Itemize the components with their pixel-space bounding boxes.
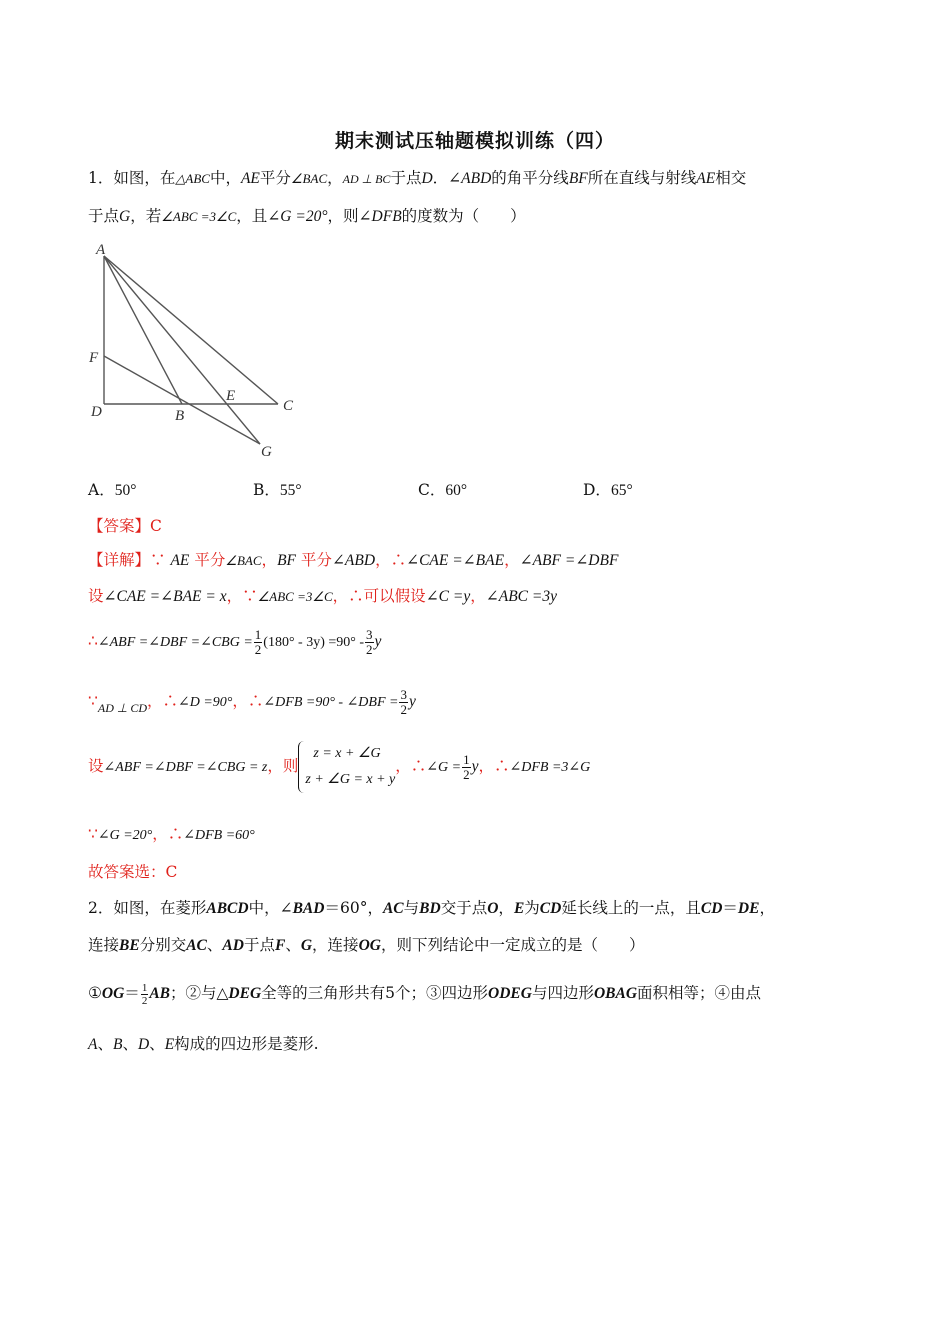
fraction: [254, 628, 263, 657]
label-e: E: [226, 388, 236, 404]
q1-text: ，则: [327, 207, 359, 225]
q1-text: 相交: [715, 169, 747, 187]
q2-text: 、: [122, 1035, 138, 1053]
detail-math: ∠ABD: [331, 552, 376, 569]
q1-line-2: [88, 205, 526, 228]
q2-math: O: [487, 900, 499, 917]
detail-text: ，: [504, 551, 520, 569]
q2-math: DEG: [228, 985, 262, 1002]
q1-math: D: [421, 170, 433, 187]
q2-text: 连接: [88, 936, 120, 954]
q2-math: CD: [700, 900, 723, 917]
option-b[interactable]: [253, 478, 302, 500]
q2-line-4: [88, 1033, 319, 1056]
q1-answer: [88, 515, 162, 537]
q1-detail-6: [88, 823, 255, 847]
detail-text: 设: [88, 587, 104, 605]
q2-text: 分别交: [139, 936, 187, 954]
detail-math: ∠C =y: [425, 588, 471, 605]
label-d: D: [91, 404, 102, 420]
label-f: F: [89, 350, 99, 366]
fraction-denominator: 2: [254, 641, 262, 657]
q1-text: 所在直线与射线: [587, 169, 697, 187]
q2-text: 中，∠: [248, 899, 293, 917]
detail-text: ∵: [88, 825, 98, 843]
q1-text: 于点: [88, 207, 120, 225]
option-value: 50°: [114, 482, 137, 499]
detail-math: (180° - 3y) =90° -: [263, 635, 365, 650]
q2-text: 与四边形: [531, 984, 594, 1002]
detail-text: ，则: [267, 757, 299, 775]
label-c: C: [283, 398, 294, 414]
q2-line-1: [88, 897, 775, 920]
fraction-numerator: 3: [366, 626, 373, 642]
option-letter: C．: [418, 481, 446, 499]
q2-text: ＝: [124, 984, 140, 1002]
q2-text: ①: [88, 984, 102, 1002]
fraction: [141, 982, 149, 1007]
fraction-denominator: 2: [141, 994, 148, 1007]
detail-math: ∠ABF =∠DBF =∠CBG =: [97, 635, 253, 650]
q1-detail-2: [88, 585, 557, 608]
fraction-numerator: 1: [254, 626, 262, 642]
q2-line-2: [88, 934, 644, 957]
q1-detail-5: [88, 736, 590, 798]
q2-math: AB: [149, 985, 170, 1002]
option-letter: D．: [583, 481, 611, 499]
detail-math: ∠CAE =∠BAE: [406, 552, 505, 569]
detail-math: y: [408, 693, 416, 710]
option-letter: B．: [253, 481, 280, 499]
q1-text: 平分: [259, 169, 291, 187]
detail-math: AD ⊥ CD: [97, 701, 147, 715]
detail-math: ∠CAE =∠BAE = x: [103, 588, 227, 605]
q2-text: 、: [206, 936, 223, 954]
q1-math: G: [119, 208, 131, 225]
detail-text: ，∵: [226, 587, 258, 605]
q1-detail-4: [88, 686, 416, 723]
segment-ac: [104, 256, 278, 404]
fraction-denominator: 2: [463, 766, 470, 782]
detail-text: ，: [261, 551, 278, 569]
q2-text: ，: [498, 899, 514, 917]
detail-text: 平分: [296, 551, 332, 569]
label-a: A: [96, 242, 106, 258]
q2-text: 为: [524, 899, 540, 917]
q2-math: B: [112, 1036, 123, 1053]
fraction-denominator: 2: [400, 701, 407, 717]
q2-math: AC: [382, 900, 404, 917]
q2-text: ，: [759, 899, 775, 917]
q1-text: 的角平分线: [491, 169, 569, 187]
q2-math: OG: [101, 985, 125, 1002]
q2-math: G: [300, 937, 313, 954]
q2-text: 、: [97, 1035, 113, 1053]
detail-math: ∠DFB =60°: [183, 828, 255, 843]
detail-text: ，∴: [232, 692, 264, 710]
fraction-numerator: 1: [463, 751, 470, 767]
q2-text: 全等的三角形共有5个；③四边形: [261, 984, 489, 1002]
detail-math: ∠G =: [426, 760, 462, 775]
detail-math: ∠D =90°: [178, 695, 233, 710]
detail-math: ∠ABF =∠DBF =∠CBG = z: [103, 760, 268, 775]
q2-text: 面积相等；④由点: [637, 984, 762, 1002]
detail-text: ∴: [88, 632, 98, 650]
q1-text: ，: [327, 169, 343, 187]
option-value: 65°: [610, 482, 633, 499]
q1-text: ，且: [236, 207, 268, 225]
detail-text: ，∴可以假设: [332, 587, 426, 605]
detail-math: ∠DFB =3∠G: [509, 760, 591, 775]
option-letter: A．: [88, 481, 115, 499]
detail-math: BF: [277, 552, 296, 569]
fraction: [462, 753, 471, 782]
detail-math: y: [374, 633, 382, 650]
detail-math: AE: [170, 552, 190, 569]
fraction: [399, 688, 408, 717]
q2-math: F: [274, 937, 286, 954]
q2-text: 与: [403, 899, 420, 917]
q2-line-3: [88, 978, 761, 1009]
q2-math: ABCD: [206, 900, 249, 917]
detail-math: ∠BAC: [225, 553, 262, 568]
q2-text: 构成的四边形是菱形.: [174, 1035, 319, 1053]
detail-text: ，∴: [375, 551, 407, 569]
q2-text: 延长线上的一点，且: [561, 899, 701, 917]
q1-math: ∠DFB: [358, 208, 402, 225]
q2-math: BAD: [292, 900, 325, 917]
option-value: 60°: [445, 482, 468, 499]
label-g: G: [261, 444, 272, 460]
option-c[interactable]: [418, 478, 467, 500]
q2-text: 2．如图，在菱形: [88, 899, 207, 917]
q2-math: OG: [358, 937, 381, 954]
q1-math: AE: [240, 170, 260, 187]
detail-math: ∠ABF =∠DBF: [519, 552, 619, 569]
answer-value: C: [150, 517, 162, 535]
q2-math: DE: [737, 900, 760, 917]
q1-text: 中，: [209, 169, 241, 187]
q1-math: ∠ABC =3∠C: [161, 209, 237, 224]
segment-ab: [104, 256, 182, 404]
geometry-figure: [86, 238, 316, 466]
q2-text: ，则下列结论中一定成立的是（ ）: [380, 936, 645, 954]
q2-text: ＝60°，: [324, 899, 383, 917]
equation-2: z + ∠G = x + y: [305, 772, 396, 787]
q2-text: 交于点: [440, 899, 488, 917]
option-d[interactable]: [583, 478, 633, 500]
q1-math: AD ⊥ BC: [342, 172, 391, 186]
detail-text: ，∴: [152, 825, 184, 843]
detail-text: ，: [470, 587, 486, 605]
detail-label: 【详解】: [88, 551, 151, 569]
q1-text: 于点: [390, 169, 422, 187]
detail-text: ，∴: [478, 757, 510, 775]
figure-lines: [104, 256, 278, 444]
detail-math: y: [471, 758, 479, 775]
option-a[interactable]: [88, 478, 136, 500]
detail-text: 平分: [189, 551, 226, 569]
equation-system: [298, 741, 395, 793]
detail-math: ∠DFB =90° - ∠DBF =: [263, 695, 399, 710]
fraction-numerator: 3: [400, 686, 407, 702]
q2-text: ；②与△: [170, 984, 229, 1002]
option-value: 55°: [279, 482, 302, 499]
label-b: B: [175, 408, 185, 424]
q2-math: OBAG: [593, 985, 638, 1002]
detail-math: ∠ABC =3∠C: [257, 589, 333, 604]
detail-math: ∠G =20°: [97, 828, 153, 843]
q2-math: A: [88, 1036, 98, 1053]
detail-math: ∠ABC =3y: [485, 588, 557, 605]
detail-text: ，∴: [395, 757, 427, 775]
q2-math: BD: [419, 900, 441, 917]
q1-text: ．: [432, 169, 449, 187]
q2-text: 于点: [243, 936, 275, 954]
q1-math: ∠ABD: [448, 170, 492, 187]
q2-text: 、: [285, 936, 301, 954]
detail-text: ∵: [150, 551, 171, 569]
fraction-numerator: 1: [141, 981, 148, 994]
q2-math: D: [137, 1036, 150, 1053]
q2-math: CD: [539, 900, 562, 917]
q1-text: 的度数为（ ）: [401, 207, 526, 225]
q2-math: E: [513, 900, 525, 917]
q2-math: ODEG: [488, 985, 532, 1002]
page-title: 期末测试压轴题模拟训练（四）: [334, 130, 615, 152]
q2-math: AD: [222, 937, 244, 954]
q2-math: AC: [186, 937, 207, 954]
q1-math: ∠G =20°: [267, 208, 328, 225]
q2-text: ＝: [722, 899, 738, 917]
detail-text: 设: [88, 757, 104, 775]
q1-text: ，若: [130, 207, 162, 225]
q1-detail-1: [88, 549, 618, 572]
q1-final-answer: 故答案选：C: [88, 863, 178, 881]
fraction-denominator: 2: [366, 641, 373, 657]
q2-text: ，连接: [312, 936, 359, 954]
answer-label: 【答案】: [88, 517, 151, 535]
detail-text: ，∴: [147, 692, 179, 710]
q2-math: BE: [119, 937, 140, 954]
q2-math: E: [164, 1036, 175, 1053]
detail-text: ∵: [88, 692, 98, 710]
q1-math: △ABC: [175, 171, 210, 186]
q1-math: BF: [568, 170, 588, 187]
equation-1: z = x + ∠G: [313, 746, 381, 761]
q1-detail-3: [88, 626, 381, 658]
q1-math: AE: [696, 170, 716, 187]
q1-math: ∠BAC: [290, 171, 328, 186]
fraction: [365, 628, 374, 657]
q2-text: 、: [149, 1035, 165, 1053]
q1-text: 1．如图，在: [88, 169, 176, 187]
q1-line-1: [88, 167, 746, 190]
